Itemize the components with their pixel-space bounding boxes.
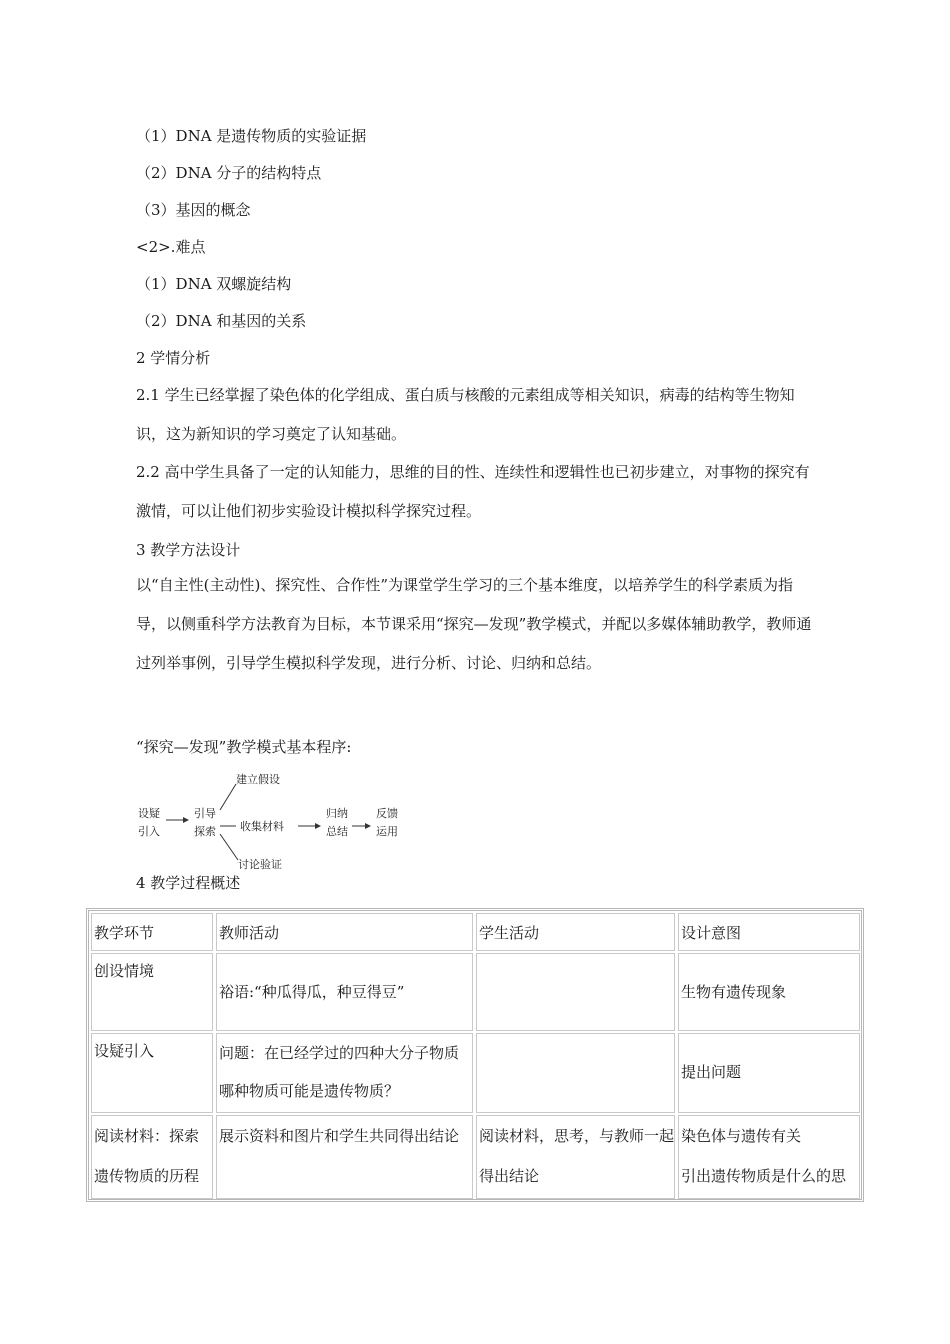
- node-start-line2: 引入: [138, 825, 160, 838]
- inquiry-flow-diagram: [136, 768, 406, 874]
- row2-intent: 提出问题: [678, 1033, 860, 1113]
- header-stage: 教学环节: [91, 913, 213, 951]
- section-2-heading: 2 学情分析: [136, 349, 211, 367]
- lesson-process-table: [86, 908, 864, 1202]
- key-point-2: （2）DNA 分子的结构特点: [136, 164, 322, 182]
- branch-to-discuss: [220, 834, 238, 860]
- section-2-paragraph-1: 2.1 学生已经掌握了染色体的化学组成、蛋白质与核酸的元素组成等相关知识，病毒的结构等生物知识，这为新知识的学习奠定了认知基础。: [136, 386, 795, 443]
- header-student: 学生活动: [476, 913, 675, 951]
- row2-student: [476, 1033, 675, 1113]
- section-3-heading: 3 教学方法设计: [136, 541, 241, 559]
- row3-student: 阅读材料，思考，与教师一起得出结论: [476, 1115, 675, 1199]
- key-point-1: （1）DNA 是遗传物质的实验证据: [136, 127, 367, 145]
- row2-teacher: 问题：在已经学过的四种大分子物质哪种物质可能是遗传物质？: [216, 1033, 473, 1113]
- row3-intent-line2: 引出遗传物质是什么的思: [681, 1167, 847, 1185]
- row3-teacher: 展示资料和图片和学生共同得出结论: [216, 1115, 473, 1199]
- section-3-paragraph: 以“自主性(主动性)、探究性、合作性”为课堂学生学习的三个基本维度，以培养学生的科学素质为指导，以侧重科学方法教育为目标，本节课采用“探究—发现”教学模式，并配以多媒体辅助教学，教师通过列举事例，引导学生模拟科学发现，进行分析、讨论、归纳和总结。: [136, 576, 812, 672]
- row1-intent: 生物有遗传现象: [678, 953, 860, 1031]
- row1-student: [476, 953, 675, 1031]
- difficulty-point-2: （2）DNA 和基因的关系: [136, 312, 307, 330]
- header-intent: 设计意图: [678, 913, 860, 951]
- branch-to-hypothesis: [220, 784, 236, 810]
- difficulty-heading: <2>.难点: [136, 238, 206, 256]
- key-point-3: （3）基因的概念: [136, 201, 251, 219]
- node-start-line1: 设疑: [138, 807, 160, 820]
- node-guide-line1: 引导: [194, 807, 216, 820]
- program-label: “探究—发现”教学模式基本程序:: [136, 738, 352, 756]
- section-4-heading: 4 教学过程概述: [136, 874, 241, 892]
- node-summarize-line1: 归纳: [326, 807, 348, 820]
- section-2-paragraph-2: 2.2 高中学生具备了一定的认知能力，思维的目的性、连续性和逻辑性也已初步建立，对事物的探究有激情，可以让他们初步实验设计模拟科学探究过程。: [136, 463, 810, 520]
- header-teacher: 教师活动: [216, 913, 473, 951]
- node-collect: 收集材料: [240, 820, 284, 833]
- node-apply-line1: 反馈: [376, 807, 398, 820]
- row3-intent-line1: 染色体与遗传有关: [681, 1127, 802, 1145]
- difficulty-point-1: （1）DNA 双螺旋结构: [136, 275, 292, 293]
- node-hypothesis: 建立假设: [236, 773, 280, 786]
- node-summarize-line2: 总结: [326, 825, 348, 838]
- node-discuss: 讨论验证: [238, 858, 282, 871]
- row1-teacher: 裕语:“种瓜得瓜，种豆得豆”: [216, 953, 473, 1031]
- node-guide-line2: 探索: [194, 825, 216, 838]
- row3-intent: [678, 1115, 860, 1199]
- row3-stage: 阅读材料：探索遗传物质的历程: [91, 1115, 213, 1199]
- node-apply-line2: 运用: [376, 825, 398, 838]
- row2-stage: 设疑引入: [91, 1033, 213, 1113]
- row1-stage: 创设情境: [91, 953, 213, 1031]
